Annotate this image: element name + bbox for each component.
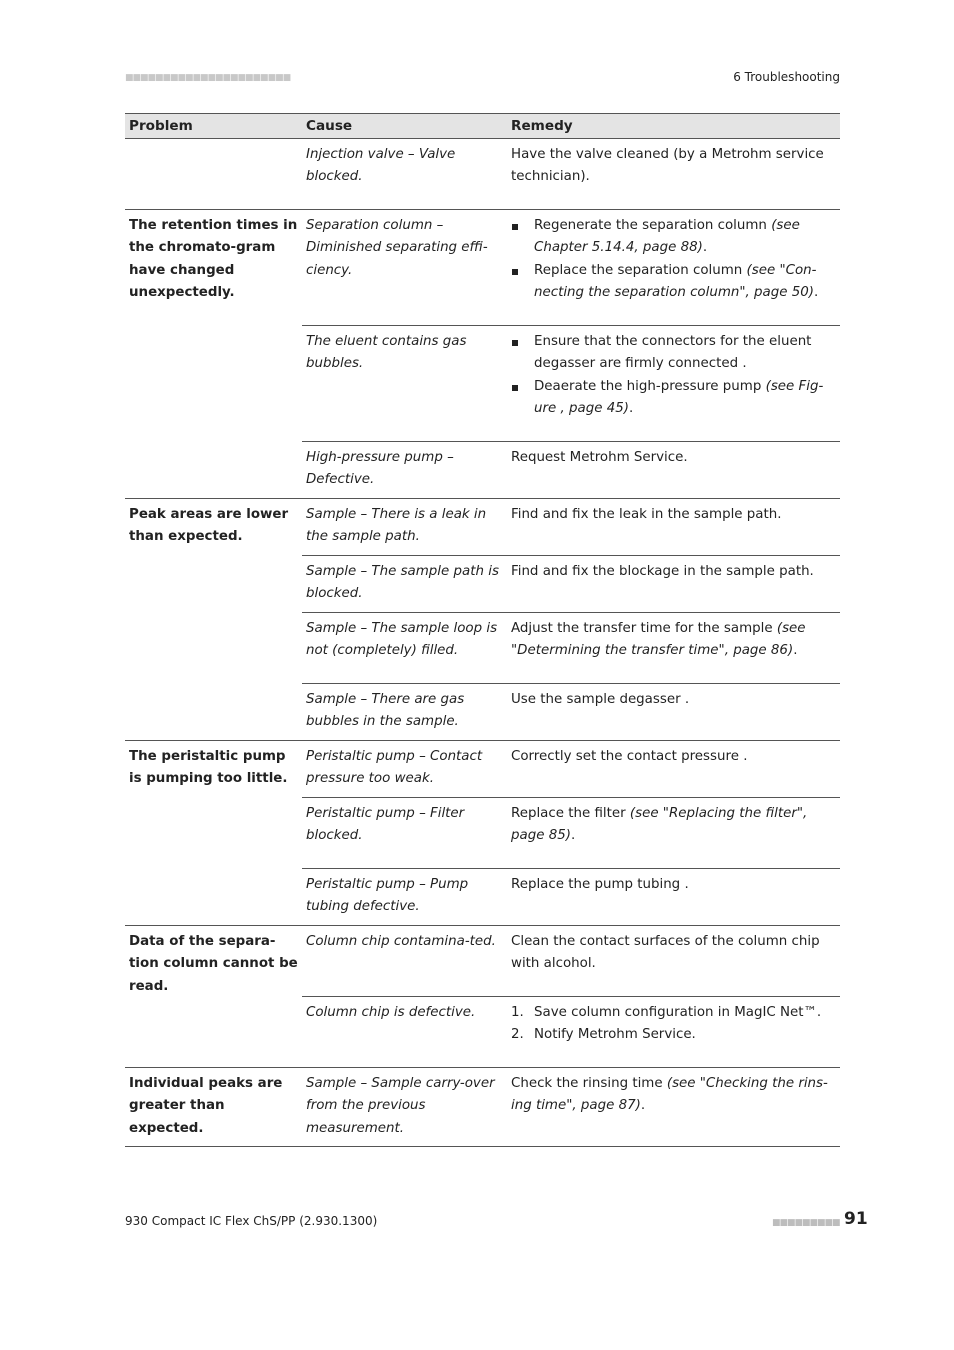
cause-cell: Column chip is defective.	[302, 996, 507, 1067]
remedy-cell: Clean the contact surfaces of the column chip with alcohol.	[507, 925, 840, 996]
troubleshooting-table	[125, 113, 840, 1147]
page-number: 91	[844, 1209, 868, 1229]
cause-cell: Sample – The sample loop is not (completely) filled.	[302, 612, 507, 683]
cause-cell: Separation column – Diminished separating effi-ciency.	[302, 209, 507, 325]
remedy-bullet-list	[511, 215, 836, 305]
list-item: 1. Save column configuration in MagIC Net™.	[511, 1004, 822, 1020]
remedy-cell	[507, 996, 840, 1067]
table-row	[125, 925, 840, 996]
remedy-cell	[507, 209, 840, 325]
header-remedy: Remedy	[507, 114, 840, 139]
remedy-bullet-list	[511, 331, 836, 421]
cross-reference: (see "Checking the rins-ing time", page 87)	[511, 1075, 828, 1113]
cross-reference: (see "Replacing the filter", page 85)	[511, 805, 808, 843]
problem-cell: Peak areas are lower than expected.	[125, 498, 302, 740]
cause-cell: Sample – Sample carry-over from the previous measurement.	[302, 1067, 507, 1147]
remedy-cell: Check the rinsing time (see "Checking the rins-ing time", page 87).	[507, 1067, 840, 1147]
cross-reference: (see "Determining the transfer time", page 86)	[511, 620, 806, 658]
cause-cell: Peristaltic pump – Pump tubing defective.	[302, 868, 507, 925]
cause-cell: Injection valve – Valve blocked.	[302, 138, 507, 209]
problem-cell	[125, 138, 302, 209]
remedy-cell	[507, 325, 840, 441]
table-row	[125, 740, 840, 797]
document-title: 930 Compact IC Flex ChS/PP (2.930.1300)	[125, 1214, 378, 1228]
problem-cell: The retention times in the chromato-gram have changed unexpectedly.	[125, 209, 302, 498]
remedy-numbered-list	[511, 1002, 836, 1047]
list-item: Ensure that the connectors for the eluent degasser are firmly connected .	[511, 331, 836, 376]
chapter-heading: 6 Troubleshooting	[733, 70, 840, 84]
remedy-cell: Adjust the transfer time for the sample (see "Determining the transfer time", page 86).	[507, 612, 840, 683]
cross-reference: (see "Con-necting the separation column", page 50)	[534, 262, 817, 300]
remedy-cell: Correctly set the contact pressure .	[507, 740, 840, 797]
remedy-cell: Replace the filter (see "Replacing the filter", page 85).	[507, 797, 840, 868]
cause-cell: Peristaltic pump – Contact pressure too weak.	[302, 740, 507, 797]
cause-cell: Column chip contamina-ted.	[302, 925, 507, 996]
cause-cell: Sample – There is a leak in the sample path.	[302, 498, 507, 555]
table-header-row	[125, 114, 840, 139]
remedy-cell: Replace the pump tubing .	[507, 868, 840, 925]
table-row	[125, 209, 840, 325]
remedy-cell: Find and fix the blockage in the sample path.	[507, 555, 840, 612]
cross-reference: (see Fig-ure , page 45)	[534, 378, 824, 416]
remedy-cell: Request Metrohm Service.	[507, 441, 840, 498]
table-row	[125, 498, 840, 555]
list-item: Replace the separation column (see "Con-necting the separation column", page 50).	[511, 260, 836, 305]
cause-cell: The eluent contains gas bubbles.	[302, 325, 507, 441]
cause-cell: High-pressure pump – Defective.	[302, 441, 507, 498]
header-cause: Cause	[302, 114, 507, 139]
list-item: 2. Notify Metrohm Service.	[511, 1027, 696, 1042]
list-item: Regenerate the separation column (see Chapter 5.14.4, page 88).	[511, 215, 836, 260]
remedy-cell: Have the valve cleaned (by a Metrohm service technician).	[507, 138, 840, 209]
table-row	[125, 138, 840, 209]
footer-decoration: ■■■■■■■■■	[772, 1218, 840, 1228]
problem-cell: Data of the separa-tion column cannot be read.	[125, 925, 302, 1067]
header-decoration: ■■■■■■■■■■■■■■■■■■■■■■	[125, 73, 291, 83]
table-row	[125, 1067, 840, 1147]
remedy-cell: Use the sample degasser .	[507, 683, 840, 740]
cause-cell: Peristaltic pump – Filter blocked.	[302, 797, 507, 868]
problem-cell: Individual peaks are greater than expected.	[125, 1067, 302, 1147]
header-problem: Problem	[125, 114, 302, 139]
cause-cell: Sample – There are gas bubbles in the sample.	[302, 683, 507, 740]
cause-cell: Sample – The sample path is blocked.	[302, 555, 507, 612]
remedy-cell: Find and fix the leak in the sample path.	[507, 498, 840, 555]
problem-cell: The peristaltic pump is pumping too little.	[125, 740, 302, 925]
list-item: Deaerate the high-pressure pump (see Fig-ure , page 45).	[511, 376, 836, 421]
cross-reference: (see Chapter 5.14.4, page 88)	[534, 217, 800, 255]
